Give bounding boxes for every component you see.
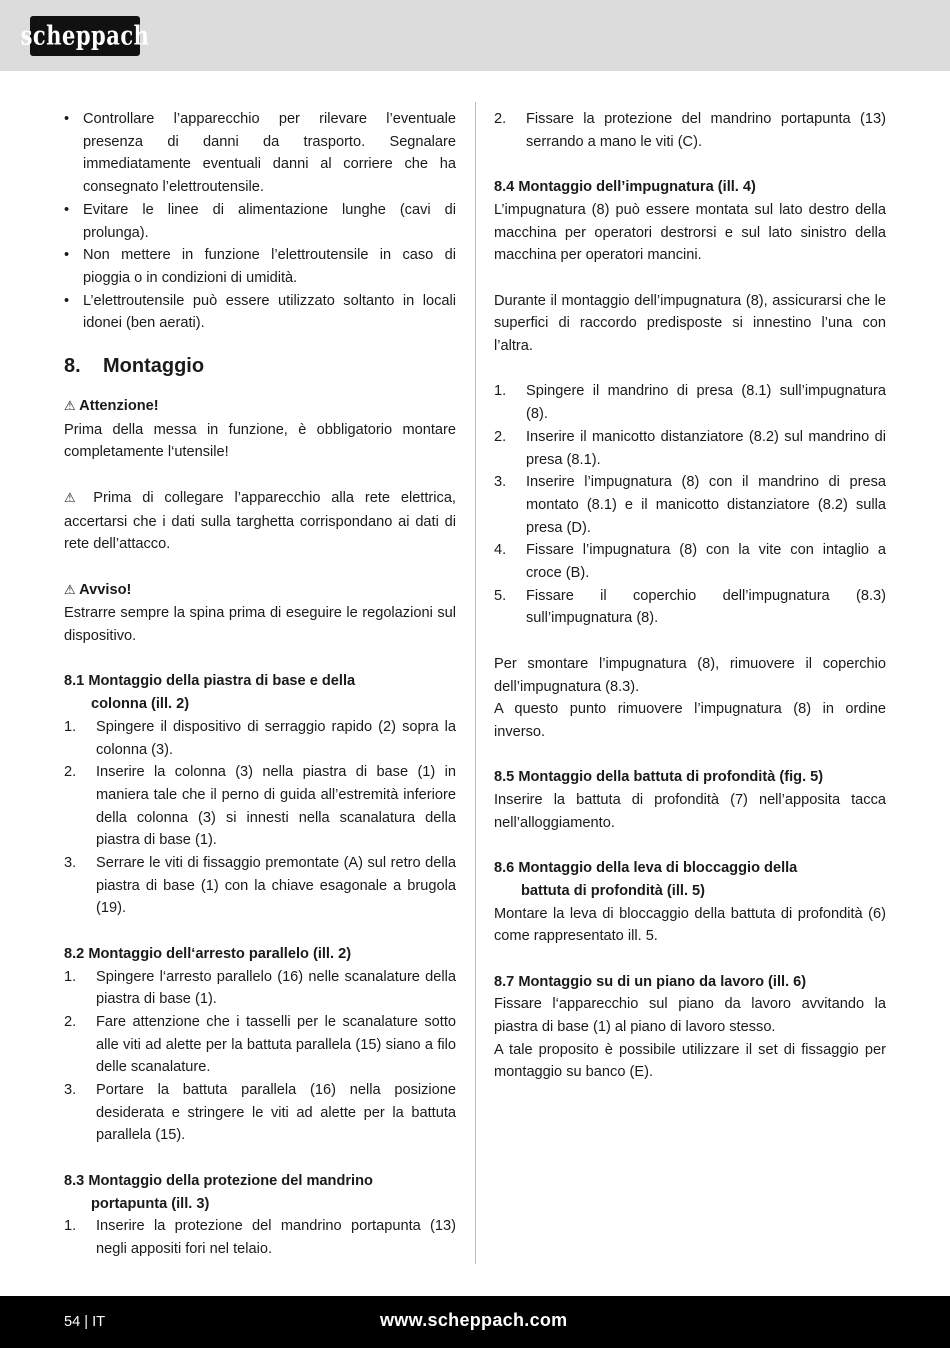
section-heading — [64, 352, 456, 380]
section-title: Montaggio — [103, 355, 205, 378]
heading-line: colonna (ill. 2) — [91, 696, 190, 713]
bullet-item: • L’elettroutensile può essere utilizzato soltanto in locali idonei (ben aerati). — [64, 290, 456, 335]
safety-bullet-list — [64, 108, 456, 335]
subsection-heading-8-6 — [494, 857, 886, 902]
step-text: Spingere il dispositivo di serraggio rapido (2) sopra la colonna (3). — [96, 718, 456, 758]
step-item — [64, 852, 456, 920]
connect-warning-text: Prima di collegare l’apparecchio alla rete elettrica, accertarsi che i dati sulla targhetta corrispondano ai dati di rete dell’attacco. — [64, 489, 456, 553]
step-number: 1. — [64, 1218, 77, 1235]
scheppach-logo — [20, 16, 150, 56]
step-item — [494, 539, 886, 584]
notice-heading — [64, 579, 456, 603]
step-item — [494, 585, 886, 630]
page-number: 54 | IT — [64, 1314, 106, 1330]
notice-title: Avviso! — [79, 581, 132, 598]
step-number: 3. — [64, 855, 77, 872]
step-item — [494, 471, 886, 539]
step-item — [494, 108, 886, 153]
step-number: 4. — [494, 542, 507, 559]
subsection-heading-8-4: 8.4 Montaggio dell’impugnatura (ill. 4) — [494, 179, 756, 196]
paragraph: Inserire la battuta di profondità (7) nell’apposita tacca nell’alloggiamento. — [494, 792, 886, 831]
heading-line: portapunta (ill. 3) — [91, 1195, 210, 1212]
paragraph: L’impugnatura (8) può essere montata sul lato destro della macchina per operatori destrorsi e sul lato sinistro della macchina per operatori mancini. — [494, 201, 886, 264]
heading-line: 8.1 Montaggio della piastra di base e della — [64, 673, 356, 690]
paragraph: A tale proposito è possibile utilizzare il set di fissaggio per montaggio su banco (E). — [494, 1041, 886, 1081]
step-item — [64, 716, 456, 761]
heading-line: 8.6 Montaggio della leva di bloccaggio della — [494, 860, 798, 877]
heading-line: battuta di profondità (ill. 5) — [521, 882, 706, 899]
left-column — [64, 108, 456, 1261]
steps-8-1 — [64, 716, 456, 920]
top-bar — [0, 0, 950, 71]
warning-icon: ⚠ — [64, 490, 83, 506]
step-number: 1. — [64, 968, 77, 985]
paragraph: Per smontare l’impugnatura (8), rimuovere il coperchio dell’impugnatura (8.3). — [494, 655, 886, 695]
bullet-item: • Controllare l’apparecchio per rilevare l’eventuale presenza di danni da trasporto. Segnalare immediatamente eventuali danni al corriere che ha consegnato l’elettroutensile. — [64, 108, 456, 199]
steps-8-3 — [64, 1215, 456, 1260]
steps-8-2 — [64, 966, 456, 1148]
paragraph: Durante il montaggio dell’impugnatura (8), assicurarsi che le superfici di raccordo predisposte si innestino l’una con l’altra. — [494, 292, 886, 354]
column-divider — [475, 102, 476, 1264]
subsection-heading-8-2: 8.2 Montaggio dell‘arresto parallelo (ill. 2) — [64, 945, 352, 962]
subsection-heading-8-5: 8.5 Montaggio della battuta di profondità (fig. 5) — [494, 769, 824, 786]
step-text: Spingere il mandrino di presa (8.1) sull’impugnatura (8). — [526, 383, 886, 423]
paragraph: Fissare l‘apparecchio sul piano da lavoro avvitando la piastra di base (1) al piano di lavoro stesso. — [494, 996, 886, 1036]
bullet-item: • Non mettere in funzione l’elettroutensile in caso di pioggia o in condizioni di umidità. — [64, 244, 456, 289]
step-text: Inserire la protezione del mandrino portapunta (13) negli appositi fori nel telaio. — [96, 1218, 456, 1257]
notice-text: Estrarre sempre la spina prima di eseguire le regolazioni sul dispositivo. — [64, 605, 456, 645]
step-number: 2. — [64, 764, 77, 781]
step-text: Inserire la colonna (3) nella piastra di base (1) in maniera tale che il perno di guida all’estremità inferiore della colonna (3) si innesti nella scanalatura della piastra di base (1). — [96, 764, 456, 849]
step-item — [494, 426, 886, 471]
attention-heading — [64, 395, 456, 419]
connect-warning — [64, 487, 456, 556]
step-text: Fissare l’impugnatura (8) con la vite con intaglio a croce (B). — [526, 542, 886, 582]
section-number: 8. — [64, 355, 81, 378]
step-text: Portare la battuta parallela (16) nella posizione desiderata e stringere le viti ad alette per la battuta parallela (15). — [96, 1082, 456, 1144]
steps-8-3-continued — [494, 108, 886, 153]
website-link[interactable]: www.scheppach.com — [380, 1310, 568, 1330]
logo-text: scheppach — [20, 19, 150, 51]
step-text: Fare attenzione che i tasselli per le scanalature sotto alle viti ad alette per la battuta parallela (15) siano a filo delle scanalature. — [96, 1013, 456, 1076]
step-text: Spingere l‘arresto parallelo (16) nelle scanalature della piastra di base (1). — [96, 968, 456, 1008]
footer-bar — [0, 1296, 950, 1348]
step-number: 2. — [64, 1013, 77, 1030]
subsection-heading-8-3 — [64, 1170, 456, 1215]
subsection-heading-8-7: 8.7 Montaggio su di un piano da lavoro (ill. 6) — [494, 973, 807, 990]
attention-text: Prima della messa in funzione, è obbligatorio montare completamente l‘utensile! — [64, 421, 456, 461]
right-column — [494, 108, 886, 1084]
subsection-heading-8-1 — [64, 670, 456, 715]
step-number: 3. — [64, 1082, 77, 1099]
step-number: 1. — [64, 718, 77, 735]
paragraph: A questo punto rimuovere l’impugnatura (8) in ordine inverso. — [494, 701, 886, 740]
step-item — [64, 966, 456, 1011]
step-text: Inserire l’impugnatura (8) con il mandrino di presa montato (8.1) e il manicotto distanziatore (8.2) sulla presa (D). — [526, 474, 886, 536]
step-text: Fissare il coperchio dell’impugnatura (8.3) sull’impugnatura (8). — [526, 587, 886, 627]
paragraph: Montare la leva di bloccaggio della battuta di profondità (6) come rappresentato ill. 5. — [494, 905, 886, 945]
step-text: Serrare le viti di fissaggio premontate (A) sul retro della piastra di base (1) con la chiave esagonale a brugola (19). — [96, 855, 456, 917]
step-number: 1. — [494, 383, 507, 400]
steps-8-4 — [494, 380, 886, 630]
attention-title: Attenzione! — [79, 398, 159, 415]
heading-line: 8.3 Montaggio della protezione del mandrino — [64, 1172, 373, 1189]
step-number: 3. — [494, 474, 507, 491]
warning-icon: ⚠ — [64, 582, 76, 598]
warning-icon: ⚠ — [64, 399, 76, 415]
step-item — [64, 1011, 456, 1079]
step-item — [64, 1215, 456, 1260]
step-number: 2. — [494, 428, 507, 445]
bullet-item: • Evitare le linee di alimentazione lunghe (cavi di prolunga). — [64, 199, 456, 244]
step-item — [494, 380, 886, 425]
step-text: Inserire il manicotto distanziatore (8.2) sul mandrino di presa (8.1). — [526, 428, 886, 468]
step-number: 2. — [494, 111, 507, 127]
step-item — [64, 761, 456, 852]
step-text: Fissare la protezione del mandrino portapunta (13) serrando a mano le viti (C). — [526, 111, 886, 150]
step-item — [64, 1079, 456, 1147]
step-number: 5. — [494, 587, 507, 604]
